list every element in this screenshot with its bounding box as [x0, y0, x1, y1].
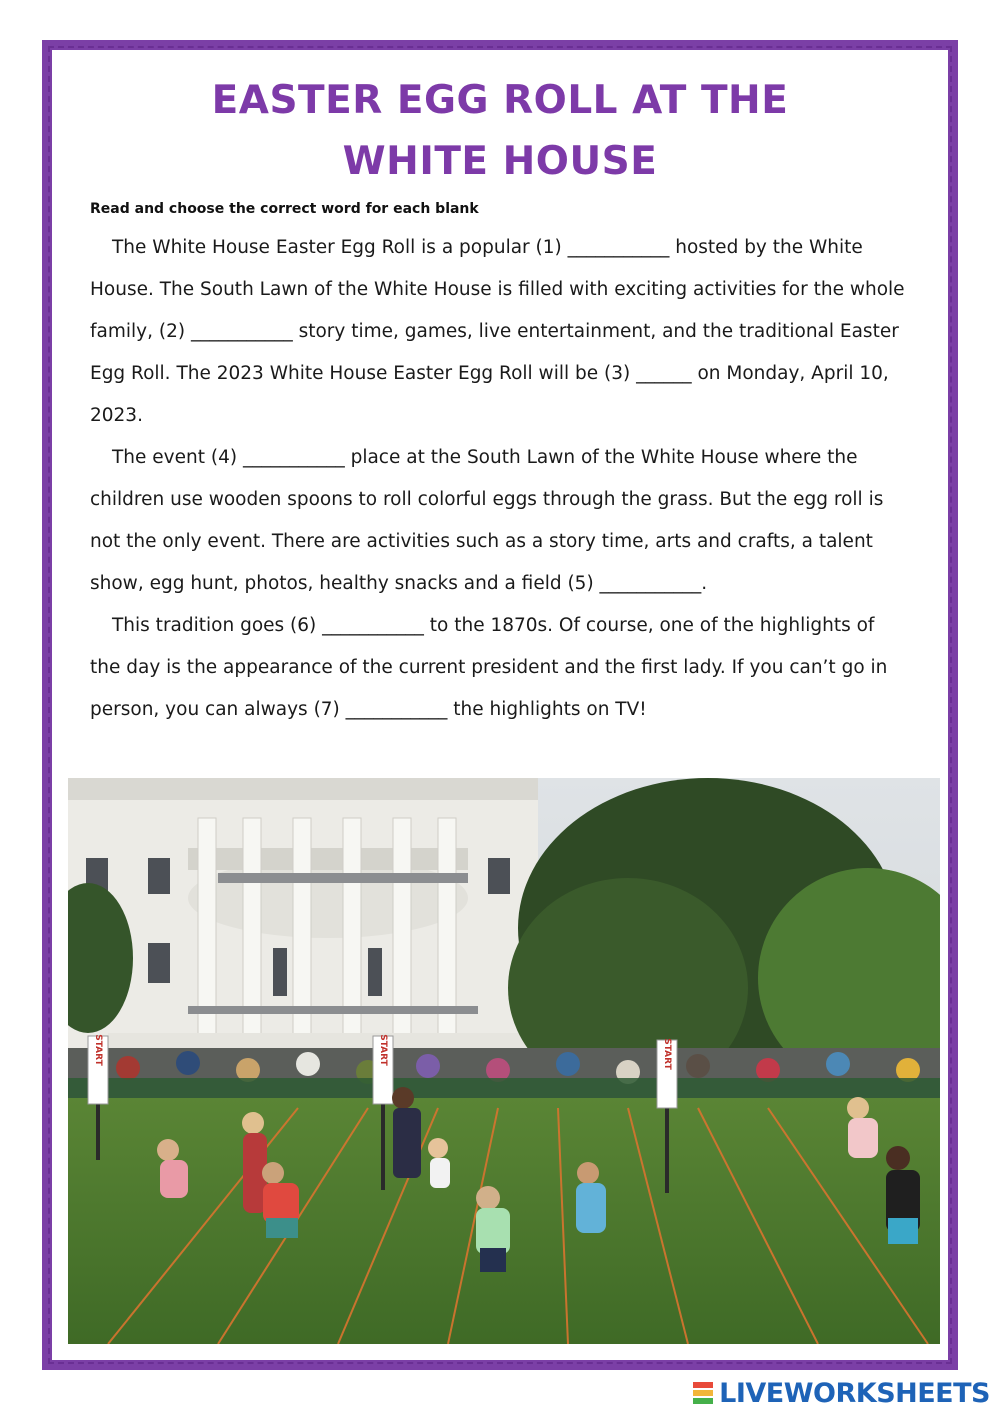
paragraph-3: This tradition goes (6) ___________ to the 1870s. Of course, one of the highlights of the day is the appearance of the current president and the first lady. If you can’t go in person, you can always (7) ___________ the highlights on TV! — [90, 615, 888, 720]
instruction-text: Read and choose the correct word for each blank — [90, 201, 479, 217]
svg-text:START: START — [378, 1034, 388, 1066]
worksheet-title — [0, 70, 1000, 192]
paragraph-1: The White House Easter Egg Roll is a popular (1) ___________ hosted by the White House. The South Lawn of the White House is filled with exciting activities for the whole family, (2) ___________ story time, games, live entertainment, and the traditional Easter Egg Roll. The 2023 White House Easter Egg Roll will be (3) ______ on Monday, April 10, 2023. — [90, 237, 905, 426]
reading-passage — [90, 227, 910, 731]
title-line-2: WHITE HOUSE — [342, 139, 658, 184]
title-line-1: EASTER EGG ROLL AT THE — [211, 78, 789, 123]
liveworksheets-logo — [693, 1378, 990, 1408]
brand-text: LIVEWORKSHEETS — [719, 1377, 990, 1409]
svg-text:START: START — [93, 1034, 103, 1066]
paragraph-2: The event (4) ___________ place at the South Lawn of the White House where the children use wooden spoons to roll colorful eggs through the grass. But the egg roll is not the only event. There are activities such as a story time, arts and crafts, a talent show, egg hunt, photos, healthy snacks and a field (5) ___________. — [90, 447, 884, 594]
logo-mark-icon — [693, 1382, 713, 1404]
easter-egg-roll-photo — [68, 778, 940, 1344]
svg-text:START: START — [662, 1038, 672, 1070]
